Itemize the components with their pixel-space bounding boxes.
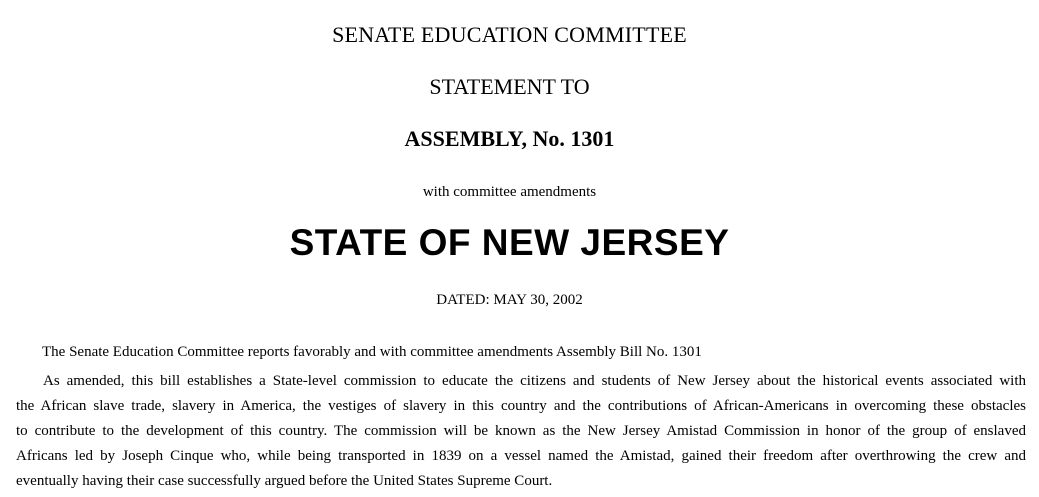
state-title: STATE OF NEW JERSEY <box>289 222 730 263</box>
paragraph-line: the African slave trade, slavery in America, the vestiges of slavery in this country and the contributions of African-Americans in overcoming these obstacles <box>16 398 1026 414</box>
dated-line: DATED: MAY 30, 2002 <box>436 292 583 308</box>
paragraph-line: eventually having their case successfully argued before the United States Supreme Court. <box>16 473 553 489</box>
paragraph-line: As amended, this bill establishes a State-level commission to educate the citizens and students of New Jersey about the historical events associated with <box>43 373 1026 389</box>
bill-number-heading: ASSEMBLY, No. 1301 <box>404 126 615 151</box>
intro-paragraph: The Senate Education Committee reports favorably and with committee amendments Assembly Bill No. 1301 <box>42 344 702 360</box>
body-paragraph <box>16 369 1026 494</box>
paragraph-line: Africans led by Joseph Cinque who, while being transported in 1839 on a vessel named the Amistad, gained their freedom after overthrowing the crew and <box>16 448 1026 464</box>
committee-heading: SENATE EDUCATION COMMITTEE <box>332 22 687 47</box>
statement-to-heading: STATEMENT TO <box>429 74 590 99</box>
amendment-note: with committee amendments <box>422 184 597 200</box>
paragraph-line: to contribute to the development of this country. The commission will be known as the New Jersey Amistad Commission in honor of the group of enslaved <box>16 423 1026 439</box>
